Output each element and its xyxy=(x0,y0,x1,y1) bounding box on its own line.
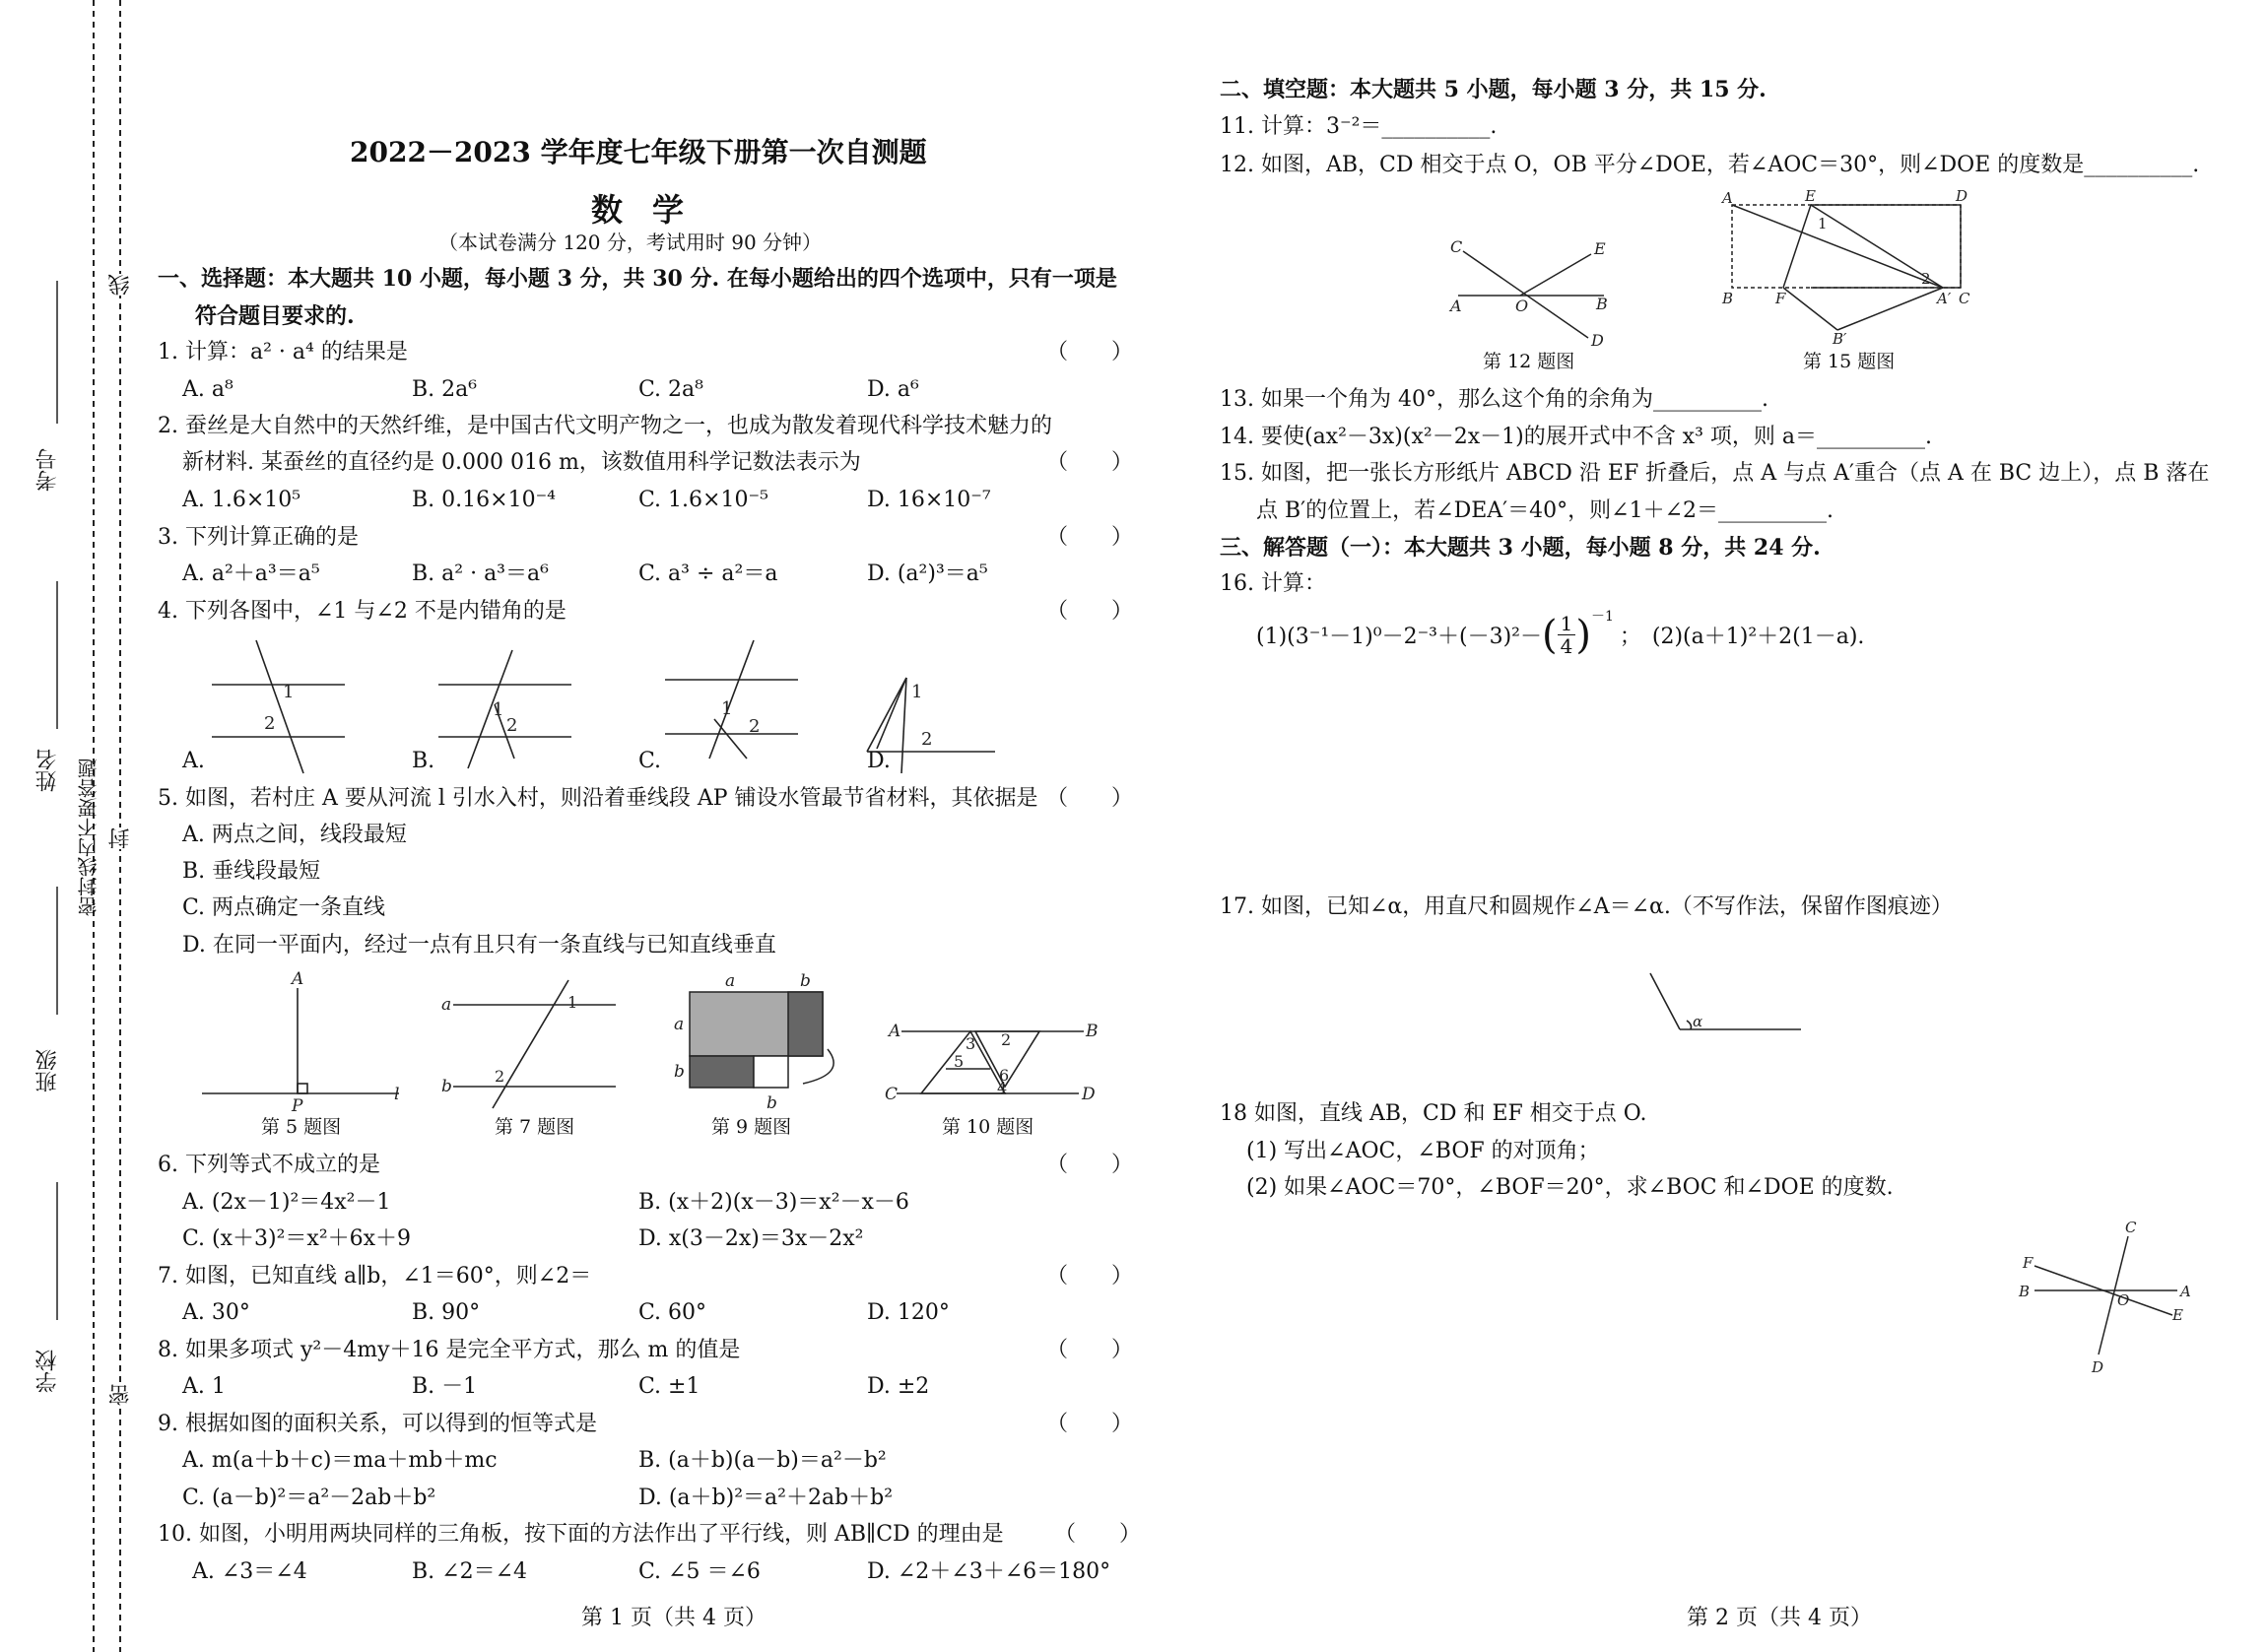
q4c-angle2-label: 2 xyxy=(749,716,761,737)
q5-option-c: C. 两点确定一条直线 xyxy=(182,895,386,920)
q5-option-b: B. 垂线段最短 xyxy=(182,859,321,884)
fig15-point-f: F xyxy=(1775,290,1786,307)
fig12-caption: 第 12 题图 xyxy=(1483,351,1575,372)
q2-answer-paren: （ ） xyxy=(1046,450,1134,475)
fig15-point-e: E xyxy=(1805,189,1816,205)
fig10-angle5: 5 xyxy=(954,1052,965,1071)
q3-option-c: C. a³ ÷ a²＝a xyxy=(638,562,778,586)
page2-footer: 第 2 页（共 4 页） xyxy=(1687,1606,1872,1630)
q5-answer-paren: （ ） xyxy=(1046,786,1134,811)
q9-option-c: C. (a－b)²＝a²－2ab＋b² xyxy=(182,1486,436,1510)
q2-stem-cont: 新材料. 某蚕丝的直径约是 0.000 016 m，该数值用科学记数法表示为 xyxy=(182,450,861,475)
q6-option-c: C. (x＋3)²＝x²＋6x＋9 xyxy=(182,1226,412,1251)
subject-title: 数学 xyxy=(591,191,714,229)
q4-option-d: D. xyxy=(867,749,891,773)
q3-stem: 3. 下列计算正确的是 xyxy=(158,525,359,550)
q4-stem: 4. 下列各图中，∠1 与∠2 不是内错角的是 xyxy=(158,599,567,624)
q10-answer-paren: （ ） xyxy=(1054,1522,1142,1547)
fig15-angle1: 1 xyxy=(1818,215,1828,232)
q8-answer-paren: （ ） xyxy=(1046,1338,1134,1362)
q16-fraction xyxy=(1558,613,1576,657)
q15-stem-cont: 点 B′的位置上，若∠DEA′＝40°，则∠1＋∠2＝__________. xyxy=(1256,498,1834,523)
seal-notice: 密封线内不要答题 xyxy=(77,759,100,916)
q4-option-a: A. xyxy=(182,749,205,773)
fig5-point-a: A xyxy=(292,970,304,989)
q7-stem: 7. 如图，已知直线 a∥b，∠1＝60°，则∠2＝ xyxy=(158,1264,592,1289)
q4d-angle1-label: 1 xyxy=(911,682,923,702)
q4-option-b: B. xyxy=(412,749,435,773)
fig12-point-d: D xyxy=(1591,331,1604,350)
fig5-line-l: l xyxy=(394,1085,400,1104)
fig10-point-a: A xyxy=(889,1022,901,1041)
fig7-angle1: 1 xyxy=(567,993,578,1012)
q2-option-a: A. 1.6×10⁵ xyxy=(182,488,301,512)
q4b-angle1-label: 1 xyxy=(493,699,504,720)
section3-heading: 三、解答题（一）：本大题共 3 小题，每小题 8 分，共 24 分. xyxy=(1220,535,1821,561)
fig18-point-a: A xyxy=(2180,1283,2191,1300)
q1-option-c: C. 2a⁸ xyxy=(638,377,703,402)
q4a-angle1-label: 1 xyxy=(283,682,295,702)
fig12 xyxy=(1438,236,1616,350)
fig10-angle4: 4 xyxy=(997,1079,1008,1097)
fig9-label-a-top: a xyxy=(725,971,736,991)
fig9-label-b-side: b xyxy=(674,1062,685,1082)
q6-stem: 6. 下列等式不成立的是 xyxy=(158,1153,380,1177)
q1-stem: 1. 计算：a² · a⁴ 的结果是 xyxy=(158,340,408,364)
q8-option-a: A. 1 xyxy=(182,1374,226,1399)
fig9-label-b-bottom: b xyxy=(767,1093,777,1113)
q8-option-d: D. ±2 xyxy=(867,1374,930,1399)
fig18-point-o: O xyxy=(2117,1291,2130,1309)
q9-option-a: A. m(a＋b＋c)＝ma＋mb＋mc xyxy=(182,1448,498,1473)
fig7-caption: 第 7 题图 xyxy=(495,1116,575,1138)
q16-frac-num: 1 xyxy=(1558,613,1576,635)
q8-option-b: B. －1 xyxy=(412,1374,478,1399)
fig5-caption: 第 5 题图 xyxy=(261,1116,342,1138)
fig7-line-b: b xyxy=(441,1077,452,1096)
fig12-point-b: B xyxy=(1596,295,1608,313)
q10-option-c: C. ∠5 ＝∠6 xyxy=(638,1559,761,1584)
q16-left-paren: ( xyxy=(1542,612,1558,658)
q12-stem: 12. 如图，AB，CD 相交于点 O，OB 平分∠DOE，若∠AOC＝30°，则∠DOE 的度数是__________. xyxy=(1220,153,2200,177)
q2-option-d: D. 16×10⁻⁷ xyxy=(867,488,991,512)
q10-option-d: D. ∠2＋∠3＋∠6＝180° xyxy=(867,1559,1111,1584)
fig10-angle2: 2 xyxy=(1001,1030,1012,1049)
q10-option-a: A. ∠3＝∠4 xyxy=(192,1559,307,1584)
q17-alpha-label: α xyxy=(1693,1013,1703,1030)
fig9-label-b-top: b xyxy=(800,971,811,991)
q16-part2: ； (2)(a＋1)²＋2(1－a). xyxy=(1619,625,1865,649)
fig15-caption: 第 15 题图 xyxy=(1803,351,1896,372)
q2-option-b: B. 0.16×10⁻⁴ xyxy=(412,488,556,512)
fig12-point-c: C xyxy=(1450,237,1463,256)
class-label: 班级 xyxy=(35,1049,60,1092)
section1-heading-cont: 符合题目要求的. xyxy=(195,303,355,329)
fig10-point-d: D xyxy=(1082,1085,1096,1104)
q3-option-d: D. (a²)³＝a⁵ xyxy=(867,562,988,586)
fig7-line-a: a xyxy=(441,995,452,1015)
q5-stem: 5. 如图，若村庄 A 要从河流 l 引水入村，则沿着垂线段 AP 铺设水管最节省材料，其依据是 xyxy=(158,786,1038,811)
q7-option-a: A. 30° xyxy=(182,1300,250,1325)
q3-answer-paren: （ ） xyxy=(1046,525,1134,550)
fig12-point-e: E xyxy=(1594,239,1606,258)
fig18-point-c: C xyxy=(2125,1219,2137,1236)
fig15-angle2: 2 xyxy=(1921,270,1931,288)
fig15-point-b-prime: B′ xyxy=(1833,330,1847,347)
fig15-point-a-prime: A′ xyxy=(1937,290,1952,307)
q8-stem: 8. 如果多项式 y²－4my＋16 是完全平方式，那么 m 的值是 xyxy=(158,1338,741,1362)
q1-option-d: D. a⁶ xyxy=(867,377,919,402)
fig15-point-d: D xyxy=(1956,189,1968,205)
q10-stem: 10. 如图，小明用两块同样的三角板，按下面的方法作出了平行线，则 AB∥CD 的理由是 xyxy=(158,1522,1004,1547)
q9-option-d: D. (a＋b)²＝a²＋2ab＋b² xyxy=(638,1486,894,1510)
fig18 xyxy=(2005,1217,2197,1379)
page1-footer: 第 1 页（共 4 页） xyxy=(581,1606,767,1630)
q11-stem: 11. 计算：3⁻²＝__________. xyxy=(1220,114,1498,139)
q6-option-a: A. (2x－1)²＝4x²－1 xyxy=(182,1190,391,1215)
fig15-point-c: C xyxy=(1959,290,1970,307)
fig7-angle2: 2 xyxy=(495,1067,505,1086)
fig10-angle6: 6 xyxy=(999,1066,1010,1085)
q8-option-c: C. ±1 xyxy=(638,1374,700,1399)
fig15 xyxy=(1714,189,1975,347)
q7-option-d: D. 120° xyxy=(867,1300,950,1325)
q4a-angle2-label: 2 xyxy=(264,713,276,734)
q9-option-b: B. (a＋b)(a－b)＝a²－b² xyxy=(638,1448,887,1473)
fig10-caption: 第 10 题图 xyxy=(942,1116,1034,1138)
section1-heading: 一、选择题：本大题共 10 小题，每小题 3 分，共 30 分. 在每小题给出的四个选项中，只有一项是 xyxy=(158,266,1117,292)
q1-option-b: B. 2a⁶ xyxy=(412,377,478,402)
fig9-caption: 第 9 题图 xyxy=(711,1116,792,1138)
exam-no-label: 考号 xyxy=(35,448,60,492)
q16-part1: (1)(3⁻¹－1)⁰－2⁻³＋(－3)²－ xyxy=(1256,625,1542,649)
fig18-point-d: D xyxy=(2092,1358,2104,1376)
q6-answer-paren: （ ） xyxy=(1046,1153,1134,1177)
q5-option-a: A. 两点之间，线段最短 xyxy=(182,823,407,847)
q1-answer-paren: （ ） xyxy=(1046,340,1134,364)
q7-option-b: B. 90° xyxy=(412,1300,481,1325)
fig18-point-b: B xyxy=(2019,1283,2031,1300)
q16-right-paren: ) xyxy=(1575,612,1591,658)
section2-heading: 二、填空题：本大题共 5 小题，每小题 3 分，共 15 分. xyxy=(1220,77,1767,102)
q4b-angle2-label: 2 xyxy=(506,715,518,736)
q2-stem: 2. 蚕丝是大自然中的天然纤维，是中国古代文明产物之一，也成为散发着现代科学技术魅力的 xyxy=(158,414,1052,438)
fig10-point-c: C xyxy=(885,1085,899,1104)
seal-mark: 封 xyxy=(108,827,133,849)
q5-option-d: D. 在同一平面内，经过一点有且只有一条直线与已知直线垂直 xyxy=(182,933,776,958)
q7-option-c: C. 60° xyxy=(638,1300,707,1325)
q16-exponent: －1 xyxy=(1590,608,1614,625)
q4c-angle1-label: 1 xyxy=(721,698,733,719)
q4-answer-paren: （ ） xyxy=(1046,599,1134,624)
name-label: 姓名 xyxy=(35,749,60,792)
q18-part1: (1) 写出∠AOC，∠BOF 的对顶角； xyxy=(1246,1139,1600,1163)
q4d-angle2-label: 2 xyxy=(921,729,933,750)
secret-mark: 密 xyxy=(108,1384,133,1406)
fig15-point-b: B xyxy=(1722,290,1734,307)
q13-stem: 13. 如果一个角为 40°，那么这个角的余角为__________. xyxy=(1220,387,1768,412)
q10-option-b: B. ∠2＝∠4 xyxy=(412,1559,528,1584)
q17-angle-alpha-figure xyxy=(1635,965,1813,1044)
q7-answer-paren: （ ） xyxy=(1046,1264,1134,1289)
fig5-point-p: P xyxy=(292,1096,303,1113)
fig15-point-a: A xyxy=(1722,189,1733,207)
q16-frac-den: 4 xyxy=(1560,634,1573,658)
q16-expression xyxy=(1256,608,1865,658)
fig10-angle3: 3 xyxy=(966,1034,976,1053)
fig18-point-e: E xyxy=(2172,1306,2183,1324)
q17-stem: 17. 如图，已知∠α，用直尺和圆规作∠A＝∠α.（不写作法，保留作图痕迹） xyxy=(1220,894,1953,919)
q6-option-d: D. x(3－2x)＝3x－2x² xyxy=(638,1226,864,1251)
fig10-point-b: B xyxy=(1086,1022,1099,1041)
q9-stem: 9. 根据如图的面积关系，可以得到的恒等式是 xyxy=(158,1412,597,1436)
q4-option-c: C. xyxy=(638,749,662,773)
q6-option-b: B. (x＋2)(x－3)＝x²－x－6 xyxy=(638,1190,909,1215)
fig12-point-a: A xyxy=(1450,297,1462,315)
q18-part2: (2) 如果∠AOC＝70°，∠BOF＝20°，求∠BOC 和∠DOE 的度数. xyxy=(1246,1175,1894,1200)
q16-stem: 16. 计算： xyxy=(1220,571,1326,596)
exam-note: （本试卷满分 120 分，考试用时 90 分钟） xyxy=(438,231,823,254)
exam-title: 2022－2023 学年度七年级下册第一次自测题 xyxy=(350,136,927,168)
q14-stem: 14. 要使(ax²－3x)(x²－2x－1)的展开式中不含 x³ 项，则 a＝__________. xyxy=(1220,425,1933,449)
q4-figures xyxy=(177,630,1044,778)
figures-5-7-9-10 xyxy=(187,970,1103,1113)
fig12-point-o: O xyxy=(1515,297,1529,315)
q9-answer-paren: （ ） xyxy=(1046,1412,1134,1436)
q3-option-a: A. a²＋a³＝a⁵ xyxy=(182,562,320,586)
q1-option-a: A. a⁸ xyxy=(182,377,233,402)
fig18-point-f: F xyxy=(2023,1254,2034,1272)
q3-option-b: B. a² · a³＝a⁶ xyxy=(412,562,549,586)
q2-option-c: C. 1.6×10⁻⁵ xyxy=(638,488,768,512)
q15-stem: 15. 如图，把一张长方形纸片 ABCD 沿 EF 折叠后，点 A 与点 A′重合（点 A 在 BC 边上），点 B 落在 xyxy=(1220,461,2210,486)
school-label: 学校 xyxy=(35,1350,60,1393)
line-mark: 线 xyxy=(108,274,133,296)
q18-stem: 18 如图，直线 AB，CD 和 EF 相交于点 O. xyxy=(1220,1101,1647,1126)
fig9-label-a-side: a xyxy=(674,1015,685,1034)
